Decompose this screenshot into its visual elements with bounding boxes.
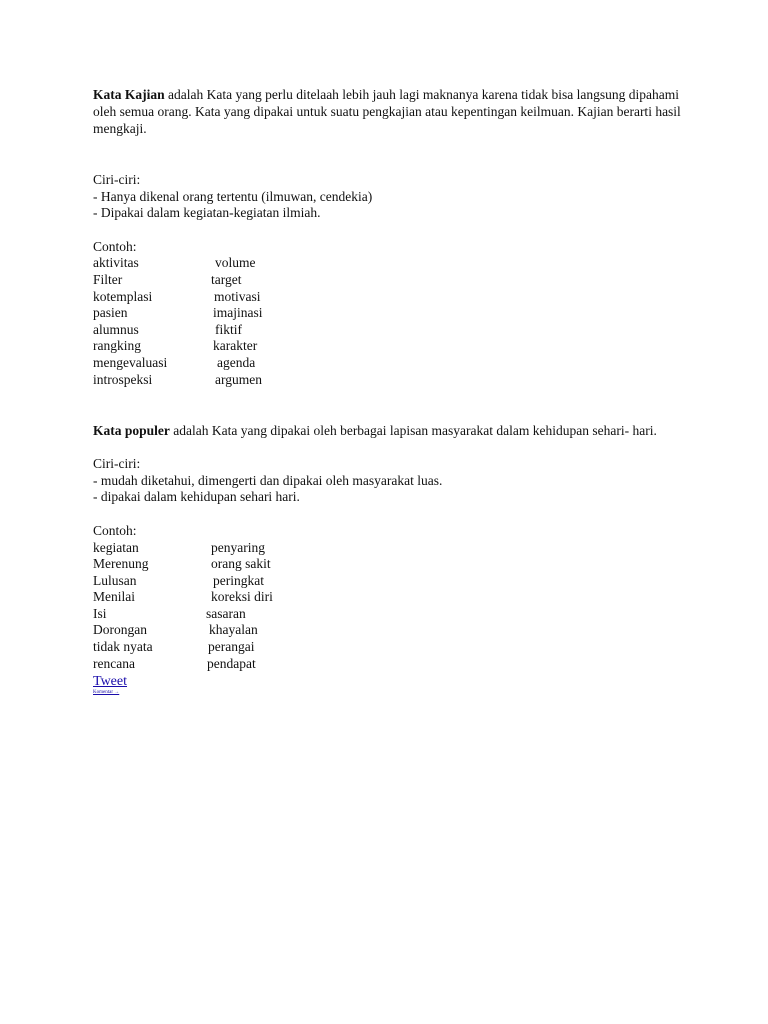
populer-contoh-word: orang sakit xyxy=(211,556,271,572)
populer-contoh-word: koreksi diri xyxy=(211,589,273,605)
populer-contoh-word: khayalan xyxy=(209,622,258,638)
kajian-ciri-item: - Dipakai dalam kegiatan-kegiatan ilmiah. xyxy=(93,205,321,221)
kajian-contoh-word: rangking xyxy=(93,338,141,354)
populer-contoh-word: Isi xyxy=(93,605,107,621)
populer-contoh-word: peringkat xyxy=(213,572,264,588)
kajian-ciri-item: - Hanya dikenal orang tertentu (ilmuwan, cendekia) xyxy=(93,188,373,204)
populer-contoh-word: rencana xyxy=(93,655,135,671)
populer-definition-text: adalah Kata yang dipakai oleh berbagai lapisan masyarakat dalam kehidupan sehari- hari. xyxy=(169,423,657,439)
kajian-contoh-row xyxy=(93,322,693,339)
kajian-contoh-row xyxy=(93,272,693,289)
populer-contoh-row xyxy=(93,589,693,606)
populer-contoh-word: Dorongan xyxy=(93,622,147,638)
kajian-contoh-word: volume xyxy=(215,255,256,271)
populer-contoh-word: Lulusan xyxy=(93,572,137,588)
kajian-contoh-word: pasien xyxy=(93,305,128,321)
populer-ciri-item: - dipakai dalam kehidupan sehari hari. xyxy=(93,489,300,505)
populer-contoh-row xyxy=(93,556,693,573)
kajian-contoh-row xyxy=(93,255,693,272)
populer-definition xyxy=(93,422,693,439)
populer-contoh-word: pendapat xyxy=(207,655,256,671)
kajian-contoh-word: introspeksi xyxy=(93,371,153,387)
kajian-term: Kata Kajian xyxy=(93,87,165,102)
populer-term: Kata populer xyxy=(93,423,170,439)
kajian-contoh-word: argumen xyxy=(215,371,262,387)
kajian-contoh-word: imajinasi xyxy=(213,305,263,321)
kajian-contoh-heading: Contoh: xyxy=(93,238,137,254)
populer-contoh-word: penyaring xyxy=(211,539,265,555)
kajian-contoh-word: karakter xyxy=(213,338,258,354)
kajian-contoh-word: target xyxy=(211,271,242,287)
kajian-contoh-row xyxy=(93,355,693,372)
populer-contoh-row xyxy=(93,639,693,656)
populer-ciri-item: - mudah diketahui, dimengerti dan dipakai oleh masyarakat luas. xyxy=(93,472,443,488)
kajian-contoh-word: kotemplasi xyxy=(93,288,153,304)
kajian-contoh-word: motivasi xyxy=(214,288,261,304)
populer-contoh-word: Merenung xyxy=(93,556,149,572)
document-body xyxy=(93,86,693,696)
kajian-contoh-word: agenda xyxy=(217,354,256,370)
populer-contoh-heading: Contoh: xyxy=(93,522,137,538)
populer-contoh-row xyxy=(93,540,693,557)
populer-contoh-word: Menilai xyxy=(93,589,135,605)
komentar-link[interactable]: Komentar → xyxy=(93,690,120,696)
populer-contoh-word: kegiatan xyxy=(93,539,139,555)
kajian-contoh-row xyxy=(93,289,693,306)
tweet-link[interactable]: Tweet xyxy=(93,674,128,690)
kajian-contoh-word: fiktif xyxy=(215,321,242,337)
populer-contoh-row xyxy=(93,573,693,590)
kajian-definition xyxy=(93,86,693,137)
kajian-contoh-word: aktivitas xyxy=(93,255,139,271)
kajian-ciri-heading: Ciri-ciri: xyxy=(93,172,141,187)
kajian-contoh-word: mengevaluasi xyxy=(93,354,168,370)
populer-contoh-row xyxy=(93,606,693,623)
kajian-contoh-word: alumnus xyxy=(93,321,139,337)
populer-ciri-heading: Ciri-ciri: xyxy=(93,456,141,472)
kajian-contoh-word: Filter xyxy=(93,271,123,287)
kajian-definition-text: adalah Kata yang perlu ditelaah lebih jauh lagi maknanya karena tidak bisa langsung dipahami oleh semua orang. Kata yang dipakai untuk suatu pengkajian atau kepentingan keilmuan. Kajian berarti hasil mengkaji. xyxy=(93,87,681,136)
populer-contoh-row xyxy=(93,656,693,673)
kajian-contoh-row xyxy=(93,305,693,322)
populer-contoh-word: perangai xyxy=(208,639,255,655)
kajian-contoh-row xyxy=(93,372,693,389)
populer-contoh-word: tidak nyata xyxy=(93,639,153,655)
populer-contoh-word: sasaran xyxy=(206,605,246,621)
populer-contoh-row xyxy=(93,622,693,639)
kajian-contoh-row xyxy=(93,338,693,355)
